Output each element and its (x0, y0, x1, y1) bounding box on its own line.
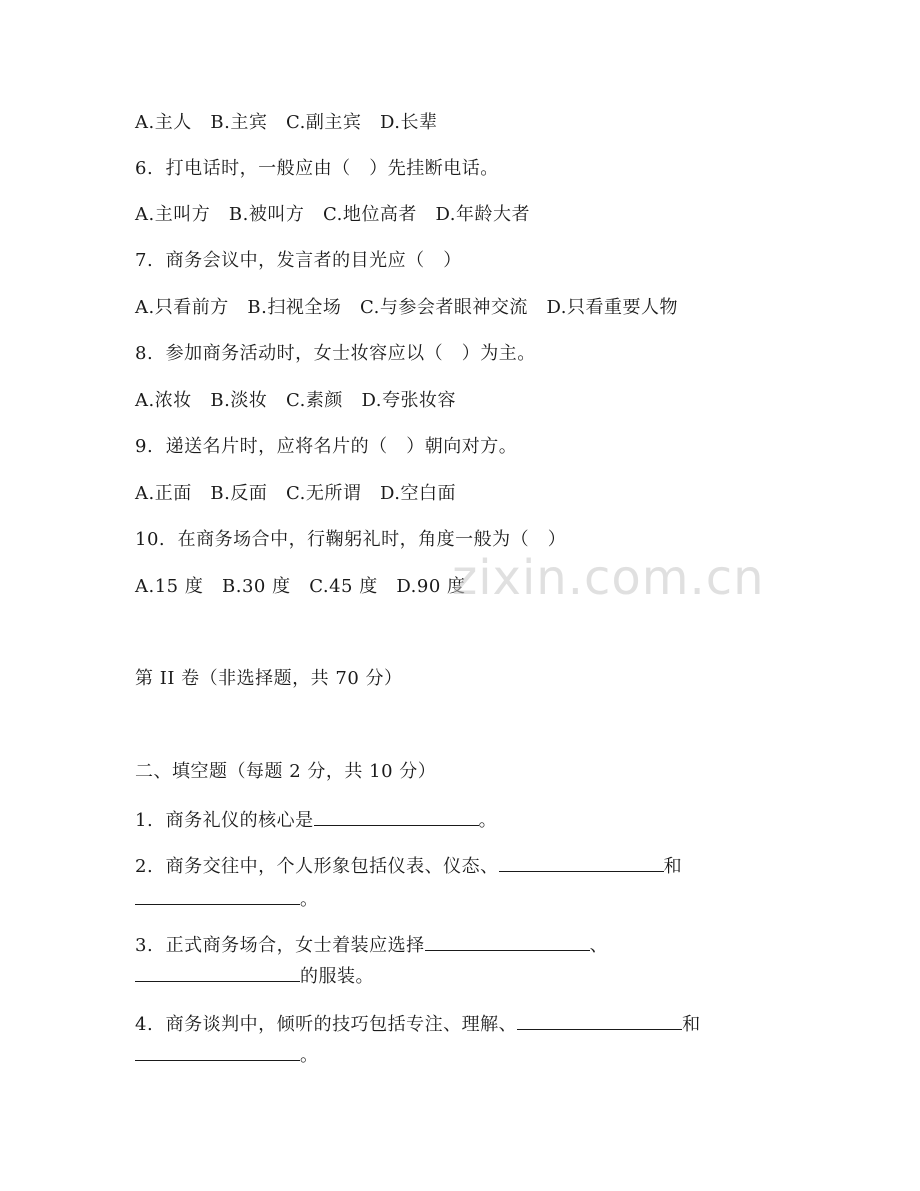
fill-3-sep: 、 (589, 935, 609, 956)
answer-blank (314, 807, 479, 826)
q5-options: A.主人 B.主宾 C.副主宾 D.长辈 (135, 112, 438, 133)
fill-3-end: 的服装。 (300, 966, 374, 987)
fill-4-text: 4. 商务谈判中，倾听的技巧包括专注、理解、 (135, 1014, 518, 1035)
q8-stem: 8. 参加商务活动时，女士妆容应以（ ）为主。 (135, 343, 536, 364)
fill-2-and: 和 (663, 856, 683, 877)
q6-stem: 6. 打电话时，一般应由（ ）先挂断电话。 (135, 158, 499, 179)
answer-blank (135, 1042, 300, 1061)
q9-stem: 9. 递送名片时，应将名片的（ ）朝向对方。 (135, 436, 518, 457)
fill-4-and: 和 (682, 1014, 701, 1035)
fill-question-3 (135, 932, 608, 958)
fill-question-4-cont (135, 1042, 319, 1068)
fill-4-end: 。 (300, 1045, 319, 1066)
fill-question-1 (135, 807, 497, 833)
fill-question-3-cont (135, 963, 374, 989)
fill-question-4 (135, 1011, 701, 1037)
fill-1-end: 。 (478, 810, 498, 831)
fill-section-title: 二、填空题（每题 2 分，共 10 分） (135, 761, 437, 782)
watermark: zixin.com.cn (452, 550, 765, 606)
answer-blank (517, 1011, 682, 1030)
q7-options: A.只看前方 B.扫视全场 C.与参会者眼神交流 D.只看重要人物 (135, 297, 679, 318)
fill-2-end: 。 (300, 889, 319, 910)
q6-options: A.主叫方 B.被叫方 C.地位高者 D.年龄大者 (135, 204, 531, 225)
fill-question-2-cont (135, 886, 319, 912)
fill-1-text: 1. 商务礼仪的核心是 (135, 810, 314, 831)
q7-stem: 7. 商务会议中，发言者的目光应（ ） (135, 250, 462, 271)
fill-2-text: 2. 商务交往中，个人形象包括仪表、仪态、 (135, 856, 499, 877)
q8-options: A.浓妆 B.淡妆 C.素颜 D.夸张妆容 (135, 390, 457, 411)
q10-stem: 10. 在商务场合中，行鞠躬礼时，角度一般为（ ） (135, 529, 567, 550)
answer-blank (425, 932, 590, 951)
volume-title: 第 II 卷（非选择题，共 70 分） (135, 668, 403, 689)
answer-blank (135, 963, 300, 982)
answer-blank (499, 853, 664, 872)
answer-blank (135, 886, 300, 905)
q10-options: A.15 度 B.30 度 C.45 度 D.90 度 (135, 576, 466, 597)
q9-options: A.正面 B.反面 C.无所谓 D.空白面 (135, 483, 457, 504)
fill-3-text: 3. 正式商务场合，女士着装应选择 (135, 935, 425, 956)
fill-question-2 (135, 853, 682, 879)
